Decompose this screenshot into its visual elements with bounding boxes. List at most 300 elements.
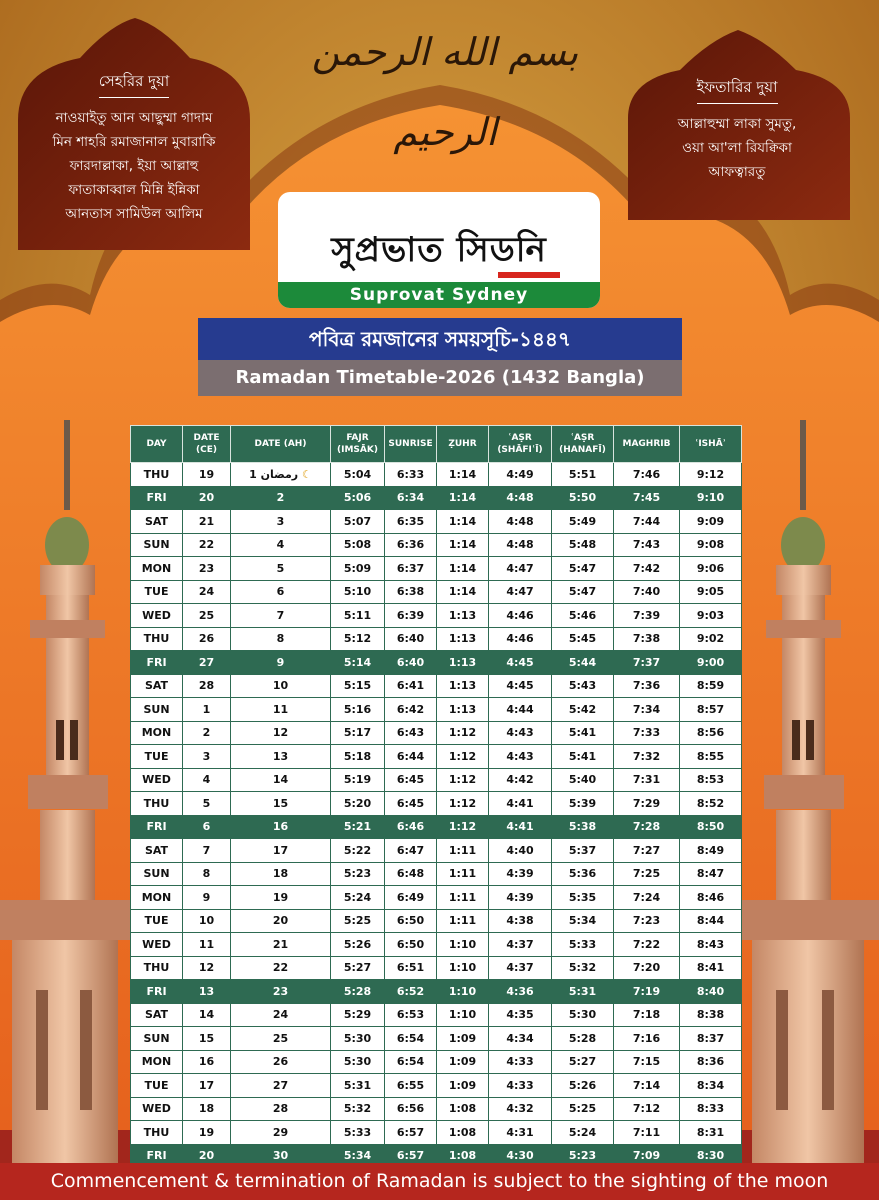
- table-cell: 4:39: [489, 886, 552, 910]
- table-cell: 4:47: [489, 557, 552, 581]
- table-cell: 15: [231, 792, 331, 816]
- table-cell: 6:37: [385, 557, 437, 581]
- table-cell: 4:46: [489, 627, 552, 651]
- table-cell: 1:11: [437, 839, 489, 863]
- table-cell: 5:41: [552, 721, 614, 745]
- table-cell: 8:38: [680, 1003, 742, 1027]
- table-cell: 19: [183, 1121, 231, 1145]
- table-cell: 5:27: [552, 1050, 614, 1074]
- table-cell: 6:33: [385, 463, 437, 487]
- table-cell: 28: [183, 674, 231, 698]
- table-cell: 1:14: [437, 510, 489, 534]
- table-cell: 4:35: [489, 1003, 552, 1027]
- table-cell: 1:08: [437, 1097, 489, 1121]
- table-cell: 5:45: [552, 627, 614, 651]
- table-cell: WED: [131, 604, 183, 628]
- column-header: ʿAṢR (HANAFĪ): [552, 426, 614, 463]
- table-cell: 5:44: [552, 651, 614, 675]
- table-cell: 26: [183, 627, 231, 651]
- ramadan-date-label: رمضان 1: [249, 467, 299, 481]
- table-cell: 4: [231, 533, 331, 557]
- table-cell: 20: [231, 909, 331, 933]
- table-cell: 1:14: [437, 533, 489, 557]
- table-cell: 5:28: [331, 980, 385, 1004]
- table-cell: 7:24: [614, 886, 680, 910]
- table-cell: 18: [183, 1097, 231, 1121]
- table-cell: 6:48: [385, 862, 437, 886]
- table-cell: 6:34: [385, 486, 437, 510]
- table-cell: 24: [231, 1003, 331, 1027]
- table-row: [131, 698, 742, 722]
- table-cell: 5:40: [552, 768, 614, 792]
- table-cell: 8:41: [680, 956, 742, 980]
- table-cell: 20: [183, 1144, 231, 1168]
- timetable: [130, 425, 741, 1168]
- table-cell: 5:36: [552, 862, 614, 886]
- table-cell: 5:26: [331, 933, 385, 957]
- table-cell: 22: [183, 533, 231, 557]
- table-cell: FRI: [131, 1144, 183, 1168]
- table-cell: 5:35: [552, 886, 614, 910]
- table-row: [131, 533, 742, 557]
- sehri-dua-line: মিন শাহরি রমাজানাল মুবারাকি: [52, 134, 216, 150]
- table-cell: 6:40: [385, 651, 437, 675]
- table-cell: 7:14: [614, 1074, 680, 1098]
- table-cell: 1:14: [437, 463, 489, 487]
- table-cell: 5:08: [331, 533, 385, 557]
- table-cell: 1:14: [437, 557, 489, 581]
- table-cell: 8:43: [680, 933, 742, 957]
- table-cell: 1:13: [437, 674, 489, 698]
- table-cell: 9:02: [680, 627, 742, 651]
- table-cell: 5:14: [331, 651, 385, 675]
- sehri-dua-line: ফারদাল্লাকা, ইয়া আল্লাহু: [69, 158, 199, 174]
- table-cell: 9:12: [680, 463, 742, 487]
- table-cell: 7:19: [614, 980, 680, 1004]
- table-row: [131, 1097, 742, 1121]
- table-cell: 4:48: [489, 486, 552, 510]
- column-header: MAGHRIB: [614, 426, 680, 463]
- table-cell: THU: [131, 792, 183, 816]
- table-cell: TUE: [131, 1074, 183, 1098]
- table-cell: 1:09: [437, 1074, 489, 1098]
- table-cell: 12: [183, 956, 231, 980]
- table-cell: 5:30: [552, 1003, 614, 1027]
- table-cell: 6: [231, 580, 331, 604]
- table-cell: 2: [231, 486, 331, 510]
- table-cell: 7:40: [614, 580, 680, 604]
- table-cell: 6:35: [385, 510, 437, 534]
- sehri-dua-line: আনতাস সামিউল আলিম: [65, 206, 203, 222]
- table-cell: 1:12: [437, 721, 489, 745]
- table-row: [131, 980, 742, 1004]
- sehri-dua-panel: [28, 70, 240, 226]
- table-cell: MON: [131, 1050, 183, 1074]
- table-cell: 24: [183, 580, 231, 604]
- table-cell: 5:09: [331, 557, 385, 581]
- table-cell: 5:42: [552, 698, 614, 722]
- table-cell: 2: [183, 721, 231, 745]
- table-cell: 15: [183, 1027, 231, 1051]
- table-row: [131, 886, 742, 910]
- table-cell: 9:08: [680, 533, 742, 557]
- table-cell: 5:41: [552, 745, 614, 769]
- table-cell: 5:12: [331, 627, 385, 651]
- table-cell: 1:10: [437, 1003, 489, 1027]
- table-cell: 8: [231, 627, 331, 651]
- table-cell: 4:33: [489, 1074, 552, 1098]
- iftar-dua-line: ওয়া আ'লা রিযক্বিকা: [682, 140, 792, 156]
- table-cell: 8: [183, 862, 231, 886]
- table-cell: MON: [131, 557, 183, 581]
- table-cell: 1:12: [437, 815, 489, 839]
- table-cell: 5:20: [331, 792, 385, 816]
- table-cell: 1:08: [437, 1144, 489, 1168]
- table-cell: 5:23: [331, 862, 385, 886]
- table-cell: 5: [183, 792, 231, 816]
- column-header: FAJR (IMSĀK): [331, 426, 385, 463]
- table-cell: 5:24: [552, 1121, 614, 1145]
- table-cell: 12: [231, 721, 331, 745]
- table-cell: 5:37: [552, 839, 614, 863]
- table-cell: 1:10: [437, 956, 489, 980]
- table-row: [131, 1003, 742, 1027]
- table-cell: 5:50: [552, 486, 614, 510]
- table-cell: 4:38: [489, 909, 552, 933]
- table-cell: 5:27: [331, 956, 385, 980]
- table-cell: 4:37: [489, 956, 552, 980]
- table-body: [131, 463, 742, 1168]
- table-cell: 5:38: [552, 815, 614, 839]
- table-cell: SAT: [131, 839, 183, 863]
- table-cell: 5:39: [552, 792, 614, 816]
- footer-note: Commencement & termination of Ramadan is subject to the sighting of the moon: [0, 1163, 879, 1200]
- table-cell: 4:49: [489, 463, 552, 487]
- table-cell: 5: [231, 557, 331, 581]
- table-cell: 7:16: [614, 1027, 680, 1051]
- table-cell: THU: [131, 627, 183, 651]
- table-cell: TUE: [131, 580, 183, 604]
- table-cell: 9:00: [680, 651, 742, 675]
- table-cell: 7:25: [614, 862, 680, 886]
- table-cell: 4:43: [489, 721, 552, 745]
- table-cell: 8:49: [680, 839, 742, 863]
- table-cell: SAT: [131, 510, 183, 534]
- sehri-dua-line: নাওয়াইতু আন আছুম্মা গাদাম: [55, 110, 213, 126]
- table-cell: 5:25: [552, 1097, 614, 1121]
- title-bangla: পবিত্র রমজানের সময়সূচি-১৪৪৭: [198, 318, 682, 360]
- table-cell: 4:41: [489, 815, 552, 839]
- table-cell: 13: [231, 745, 331, 769]
- iftar-dua-line: আল্লাহুম্মা লাকা সুমতু,: [677, 116, 797, 132]
- crescent-moon-icon: ☾: [298, 467, 312, 481]
- table-cell: 5:07: [331, 510, 385, 534]
- table-cell: 4:48: [489, 510, 552, 534]
- table-cell: 7:36: [614, 674, 680, 698]
- logo-red-bar: [498, 272, 560, 278]
- table-cell: SUN: [131, 533, 183, 557]
- table-cell: SUN: [131, 698, 183, 722]
- table-cell: 20: [183, 486, 231, 510]
- table-row: [131, 580, 742, 604]
- table-cell: 8:59: [680, 674, 742, 698]
- table-row: [131, 627, 742, 651]
- table-cell: 3: [183, 745, 231, 769]
- table-cell: 1:11: [437, 886, 489, 910]
- table-cell: 5:06: [331, 486, 385, 510]
- table-cell: 5:33: [331, 1121, 385, 1145]
- table-cell: 4:37: [489, 933, 552, 957]
- table-cell: 8:44: [680, 909, 742, 933]
- table-cell: 1:12: [437, 745, 489, 769]
- table-cell: 7:31: [614, 768, 680, 792]
- column-header: ʿAṢR (SHĀFIʿĪ): [489, 426, 552, 463]
- table-cell: 3: [231, 510, 331, 534]
- table-cell: 6:50: [385, 933, 437, 957]
- table-cell: 5:04: [331, 463, 385, 487]
- table-cell: 26: [231, 1050, 331, 1074]
- table-cell: 1:11: [437, 862, 489, 886]
- column-header: DATE (CE): [183, 426, 231, 463]
- table-cell: 13: [183, 980, 231, 1004]
- table-cell: SUN: [131, 862, 183, 886]
- table-cell: 1:09: [437, 1027, 489, 1051]
- table-cell: THU: [131, 956, 183, 980]
- table-cell: TUE: [131, 909, 183, 933]
- table-cell: 4:42: [489, 768, 552, 792]
- table-cell: 5:34: [331, 1144, 385, 1168]
- table-row: [131, 815, 742, 839]
- table-cell: 6:36: [385, 533, 437, 557]
- table-row: [131, 768, 742, 792]
- table-cell: 5:43: [552, 674, 614, 698]
- table-cell: 5:18: [331, 745, 385, 769]
- iftar-dua-line: আফত্বারতু: [708, 164, 766, 180]
- table-cell: 6:45: [385, 792, 437, 816]
- table-cell: 18: [231, 862, 331, 886]
- table-cell: 9: [183, 886, 231, 910]
- table-cell: 21: [183, 510, 231, 534]
- table-header-row: [131, 426, 742, 463]
- table-cell: 8:47: [680, 862, 742, 886]
- table-cell: FRI: [131, 486, 183, 510]
- table-cell: 9:10: [680, 486, 742, 510]
- table-cell: 4:33: [489, 1050, 552, 1074]
- table-cell: 5:32: [331, 1097, 385, 1121]
- table-cell: 7:45: [614, 486, 680, 510]
- table-row: [131, 862, 742, 886]
- table-cell: 6:57: [385, 1121, 437, 1145]
- table-cell: 4:46: [489, 604, 552, 628]
- table-row: [131, 839, 742, 863]
- table-row: [131, 745, 742, 769]
- table-cell: 7:28: [614, 815, 680, 839]
- table-cell: 9:03: [680, 604, 742, 628]
- table-cell: 8:50: [680, 815, 742, 839]
- table-cell: 7:39: [614, 604, 680, 628]
- table-cell: 7:11: [614, 1121, 680, 1145]
- table-cell: 5:30: [331, 1027, 385, 1051]
- table-cell: WED: [131, 768, 183, 792]
- table-cell: 19: [183, 463, 231, 487]
- column-header: ẒUHR: [437, 426, 489, 463]
- table-cell: 30: [231, 1144, 331, 1168]
- table-cell: 4:40: [489, 839, 552, 863]
- table-cell: 7:12: [614, 1097, 680, 1121]
- table-cell: 5:32: [552, 956, 614, 980]
- table-cell: 9:05: [680, 580, 742, 604]
- table-cell: MON: [131, 721, 183, 745]
- table-cell: 4:36: [489, 980, 552, 1004]
- column-header: DATE (AH): [231, 426, 331, 463]
- table-cell: 16: [231, 815, 331, 839]
- table-cell: 4:44: [489, 698, 552, 722]
- suprovat-sydney-logo: [278, 192, 600, 308]
- table-cell: SUN: [131, 1027, 183, 1051]
- table-cell: 4:31: [489, 1121, 552, 1145]
- table-cell: 7:46: [614, 463, 680, 487]
- table-cell: THU: [131, 1121, 183, 1145]
- column-header: SUNRISE: [385, 426, 437, 463]
- table-cell: 5:21: [331, 815, 385, 839]
- table-cell: 7:32: [614, 745, 680, 769]
- table-cell: 1:08: [437, 1121, 489, 1145]
- table-cell: 1:12: [437, 768, 489, 792]
- table-cell: 8:53: [680, 768, 742, 792]
- table-cell: THU: [131, 463, 183, 487]
- table-row: [131, 1121, 742, 1145]
- timetable-grid: [130, 425, 742, 1168]
- logo-english-text: Suprovat Sydney: [278, 282, 600, 308]
- table-cell: 1:10: [437, 933, 489, 957]
- table-cell: 5:24: [331, 886, 385, 910]
- table-cell: 6:56: [385, 1097, 437, 1121]
- table-cell: MON: [131, 886, 183, 910]
- table-cell: 22: [231, 956, 331, 980]
- table-cell: 16: [183, 1050, 231, 1074]
- table-cell: 5:23: [552, 1144, 614, 1168]
- title-english: Ramadan Timetable-2026 (1432 Bangla): [198, 360, 682, 396]
- table-cell: 5:22: [331, 839, 385, 863]
- table-cell: 25: [183, 604, 231, 628]
- iftar-dua-title: ইফতারির দুয়া: [697, 76, 778, 104]
- table-cell: 7:29: [614, 792, 680, 816]
- table-cell: 21: [231, 933, 331, 957]
- table-cell: 6:51: [385, 956, 437, 980]
- table-cell: 8:37: [680, 1027, 742, 1051]
- table-cell: 1:13: [437, 604, 489, 628]
- table-cell: 8:56: [680, 721, 742, 745]
- table-cell: 1:14: [437, 486, 489, 510]
- table-cell: 5:31: [552, 980, 614, 1004]
- table-cell: 5:25: [331, 909, 385, 933]
- table-cell: 5:33: [552, 933, 614, 957]
- table-row: [131, 604, 742, 628]
- table-cell: 7:33: [614, 721, 680, 745]
- table-cell: 6:54: [385, 1050, 437, 1074]
- table-cell: 4:32: [489, 1097, 552, 1121]
- table-cell: 1:12: [437, 792, 489, 816]
- table-row: [131, 486, 742, 510]
- table-cell: 14: [183, 1003, 231, 1027]
- sehri-dua-line: ফাতাকাব্বাল মিন্নি ইন্নিকা: [68, 182, 200, 198]
- table-cell: 9: [231, 651, 331, 675]
- table-cell: 29: [231, 1121, 331, 1145]
- table-cell: 8:40: [680, 980, 742, 1004]
- table-cell: 6:45: [385, 768, 437, 792]
- table-cell: 1: [183, 698, 231, 722]
- table-cell: 5:30: [331, 1050, 385, 1074]
- table-cell: 6: [183, 815, 231, 839]
- table-cell: 7: [231, 604, 331, 628]
- table-cell: 7:43: [614, 533, 680, 557]
- table-cell: 5:49: [552, 510, 614, 534]
- logo-bangla-text: সুপ্রভাত সিডনি: [331, 230, 547, 270]
- table-cell: 7:37: [614, 651, 680, 675]
- table-cell: 6:54: [385, 1027, 437, 1051]
- table-cell: 1:09: [437, 1050, 489, 1074]
- table-cell: 8:52: [680, 792, 742, 816]
- table-cell: 1:14: [437, 580, 489, 604]
- table-cell: 5:26: [552, 1074, 614, 1098]
- table-cell: 6:47: [385, 839, 437, 863]
- table-cell: 8:36: [680, 1050, 742, 1074]
- table-row: [131, 721, 742, 745]
- table-cell: 8:57: [680, 698, 742, 722]
- iftar-dua-panel: [630, 76, 844, 184]
- table-cell: SAT: [131, 674, 183, 698]
- table-row: [131, 792, 742, 816]
- sehri-dua-title: সেহরির দুয়া: [99, 70, 170, 98]
- table-cell: 8:33: [680, 1097, 742, 1121]
- table-row: [131, 510, 742, 534]
- table-cell: 5:15: [331, 674, 385, 698]
- table-cell: 6:46: [385, 815, 437, 839]
- table-cell: 4:39: [489, 862, 552, 886]
- table-cell: 27: [231, 1074, 331, 1098]
- table-cell: 7:42: [614, 557, 680, 581]
- table-cell: 5:34: [552, 909, 614, 933]
- table-cell: 4:45: [489, 651, 552, 675]
- table-cell: 6:41: [385, 674, 437, 698]
- table-cell: 14: [231, 768, 331, 792]
- table-cell: 4:45: [489, 674, 552, 698]
- table-cell: 7:23: [614, 909, 680, 933]
- table-cell: 8:55: [680, 745, 742, 769]
- table-cell: 8:30: [680, 1144, 742, 1168]
- table-cell: 6:57: [385, 1144, 437, 1168]
- table-row: [131, 557, 742, 581]
- table-cell: 8:34: [680, 1074, 742, 1098]
- table-cell: 7:09: [614, 1144, 680, 1168]
- table-cell: 5:48: [552, 533, 614, 557]
- table-cell: 6:44: [385, 745, 437, 769]
- table-cell: 5:11: [331, 604, 385, 628]
- table-cell: 7:18: [614, 1003, 680, 1027]
- table-cell: 6:39: [385, 604, 437, 628]
- column-header: DAY: [131, 426, 183, 463]
- table-cell: 5:19: [331, 768, 385, 792]
- table-cell: 23: [231, 980, 331, 1004]
- table-cell: 5:29: [331, 1003, 385, 1027]
- table-cell: 5:10: [331, 580, 385, 604]
- table-row: [131, 1027, 742, 1051]
- table-cell: 4:48: [489, 533, 552, 557]
- table-cell: 5:47: [552, 557, 614, 581]
- table-cell: SAT: [131, 1003, 183, 1027]
- table-cell: 19: [231, 886, 331, 910]
- table-cell: 8:46: [680, 886, 742, 910]
